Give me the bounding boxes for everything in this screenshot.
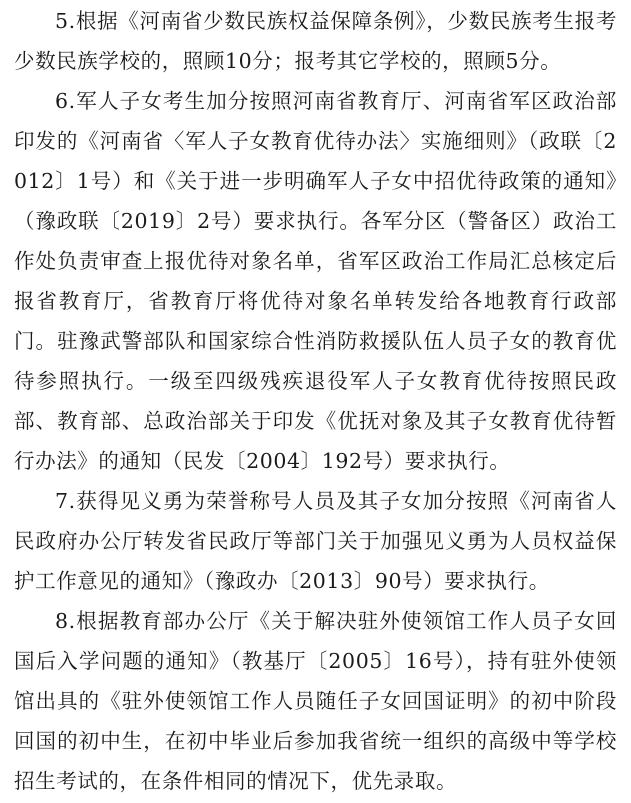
paragraph-item-7: 7.获得见义勇为荣誉称号人员及其子女加分按照《河南省人民政府办公厅转发省民政厅等部门关于加强见义勇为人员权益保护工作意见的通知》（豫政办〔2013〕90号）要求执行。 <box>14 489 617 593</box>
paragraph-item-5: 5.根据《河南省少数民族权益保障条例》，少数民族考生报考少数民族学校的，照顾10分；报考其它学校的，照顾5分。 <box>14 9 617 73</box>
paragraph-item-6: 6.军人子女考生加分按照河南省教育厅、河南省军区政治部印发的《河南省〈军人子女教育优待办法〉实施细则》（政联〔2012〕1号）和《关于进一步明确军人子女中招优待政策的通知》（豫政联〔2019〕2号）要求执行。各军分区（警备区）政治工作处负责审查上报优待对象名单，省军区政治工作局汇总核定后报省教育厅，省教育厅将优待对象名单转发给各地教育行政部门。驻豫武警部队和国家综合性消防救援队伍人员子女的教育优待参照执行。一级至四级残疾退役军人子女教育优待按照民政部、教育部、总政治部关于印发《优抚对象及其子女教育优待暂行办法》的通知（民发〔2004〕192号）要求执行。 <box>14 89 617 473</box>
document-body <box>14 0 617 801</box>
paragraph-item-8: 8.根据教育部办公厅《关于解决驻外使领馆工作人员子女回国后入学问题的通知》（教基厅〔2005〕16号），持有驻外使领馆出具的《驻外使领馆工作人员随任子女回国证明》的初中阶段回国的初中生，在初中毕业后参加我省统一组织的高级中等学校招生考试的，在条件相同的情况下，优先录取。 <box>14 609 617 793</box>
